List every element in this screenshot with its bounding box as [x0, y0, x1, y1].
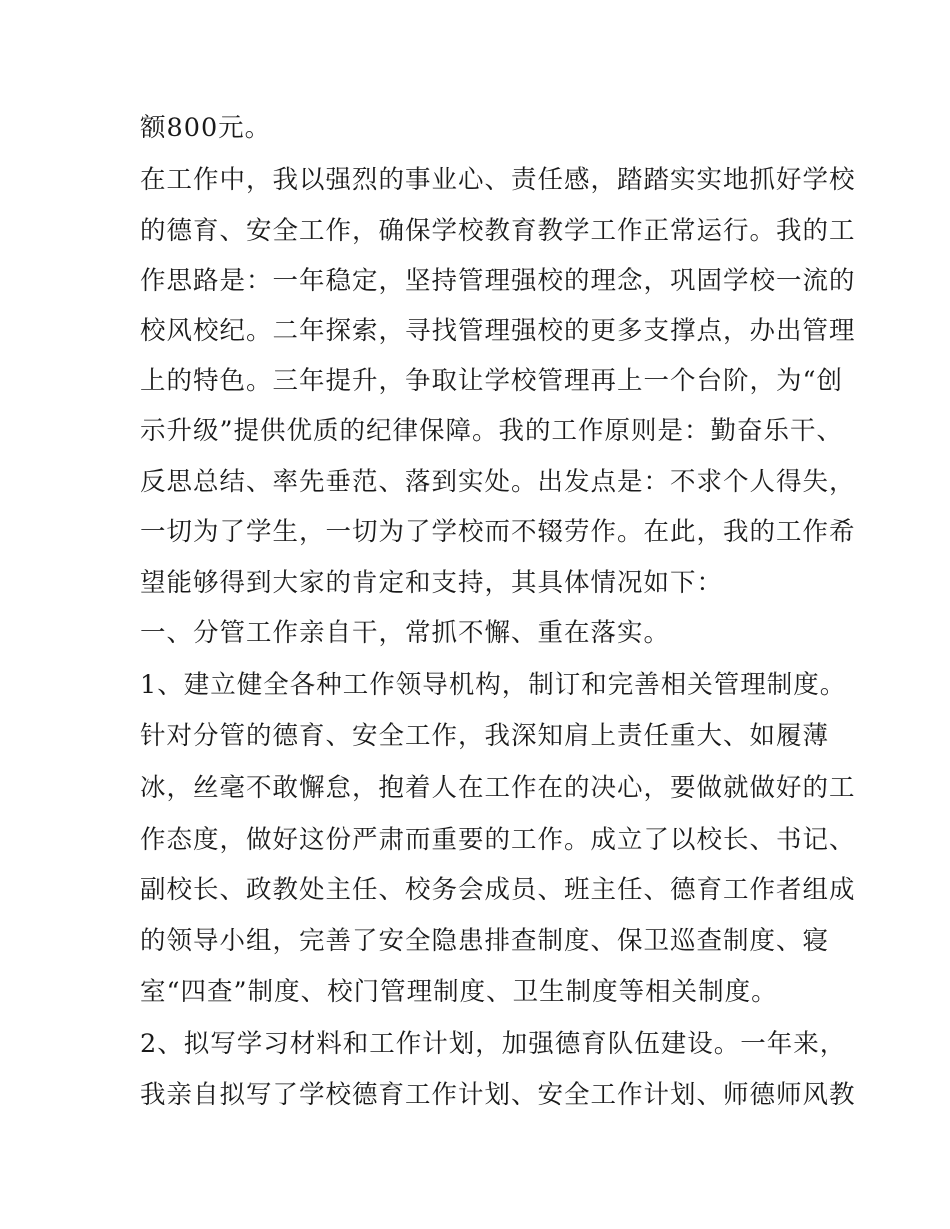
numbered-item-heading: 2、拟写学习材料和工作计划，加强德育队伍建设。一年来， [140, 1029, 847, 1059]
text-line: 校风校纪。二年探索，寻找管理强校的更多支撑点，办出管理 [140, 316, 856, 346]
text-line: 我亲自拟写了学校德育工作计划、安全工作计划、师德师风教 [140, 1080, 856, 1110]
text-line: 作思路是：一年稳定，坚持管理强校的理念，巩固学校一流的 [140, 266, 856, 296]
text-line: 一切为了学生，一切为了学校而不辍劳作。在此，我的工作希 [140, 517, 856, 547]
text-line: 冰，丝毫不敢懈怠，抱着人在工作在的决心，要做就做好的工 [140, 773, 856, 803]
text-line: 作态度，做好这份严肃而重要的工作。成立了以校长、书记、 [140, 825, 856, 855]
text-line: 的德育、安全工作，确保学校教育教学工作正常运行。我的工 [140, 216, 856, 246]
numbered-item-heading: 1、建立健全各种工作领导机构，制订和完善相关管理制度。 [140, 670, 847, 700]
text-line: 望能够得到大家的肯定和支持，其具体情况如下： [140, 568, 724, 598]
text-line: 额800元。 [140, 113, 272, 143]
text-line: 反思总结、率先垂范、落到实处。出发点是：不求个人得失， [140, 467, 856, 497]
text-line: 副校长、政教处主任、校务会成员、班主任、德育工作者组成 [140, 875, 856, 905]
text-line: 的领导小组，完善了安全隐患排查制度、保卫巡查制度、寝 [140, 926, 830, 956]
text-line: 上的特色。三年提升，争取让学校管理再上一个台阶，为“创 [140, 366, 844, 396]
text-line: 针对分管的德育、安全工作，我深知肩上责任重大、如履薄 [140, 721, 830, 751]
section-heading: 一、分管工作亲自干，常抓不懈、重在落实。 [140, 618, 671, 648]
text-line: 在工作中，我以强烈的事业心、责任感，踏踏实实地抓好学校 [140, 165, 856, 195]
text-line: 示升级”提供优质的纪律保障。我的工作原则是：勤奋乐干、 [140, 416, 844, 446]
text-line: 室“四查”制度、校门管理制度、卫生制度等相关制度。 [140, 977, 778, 1007]
